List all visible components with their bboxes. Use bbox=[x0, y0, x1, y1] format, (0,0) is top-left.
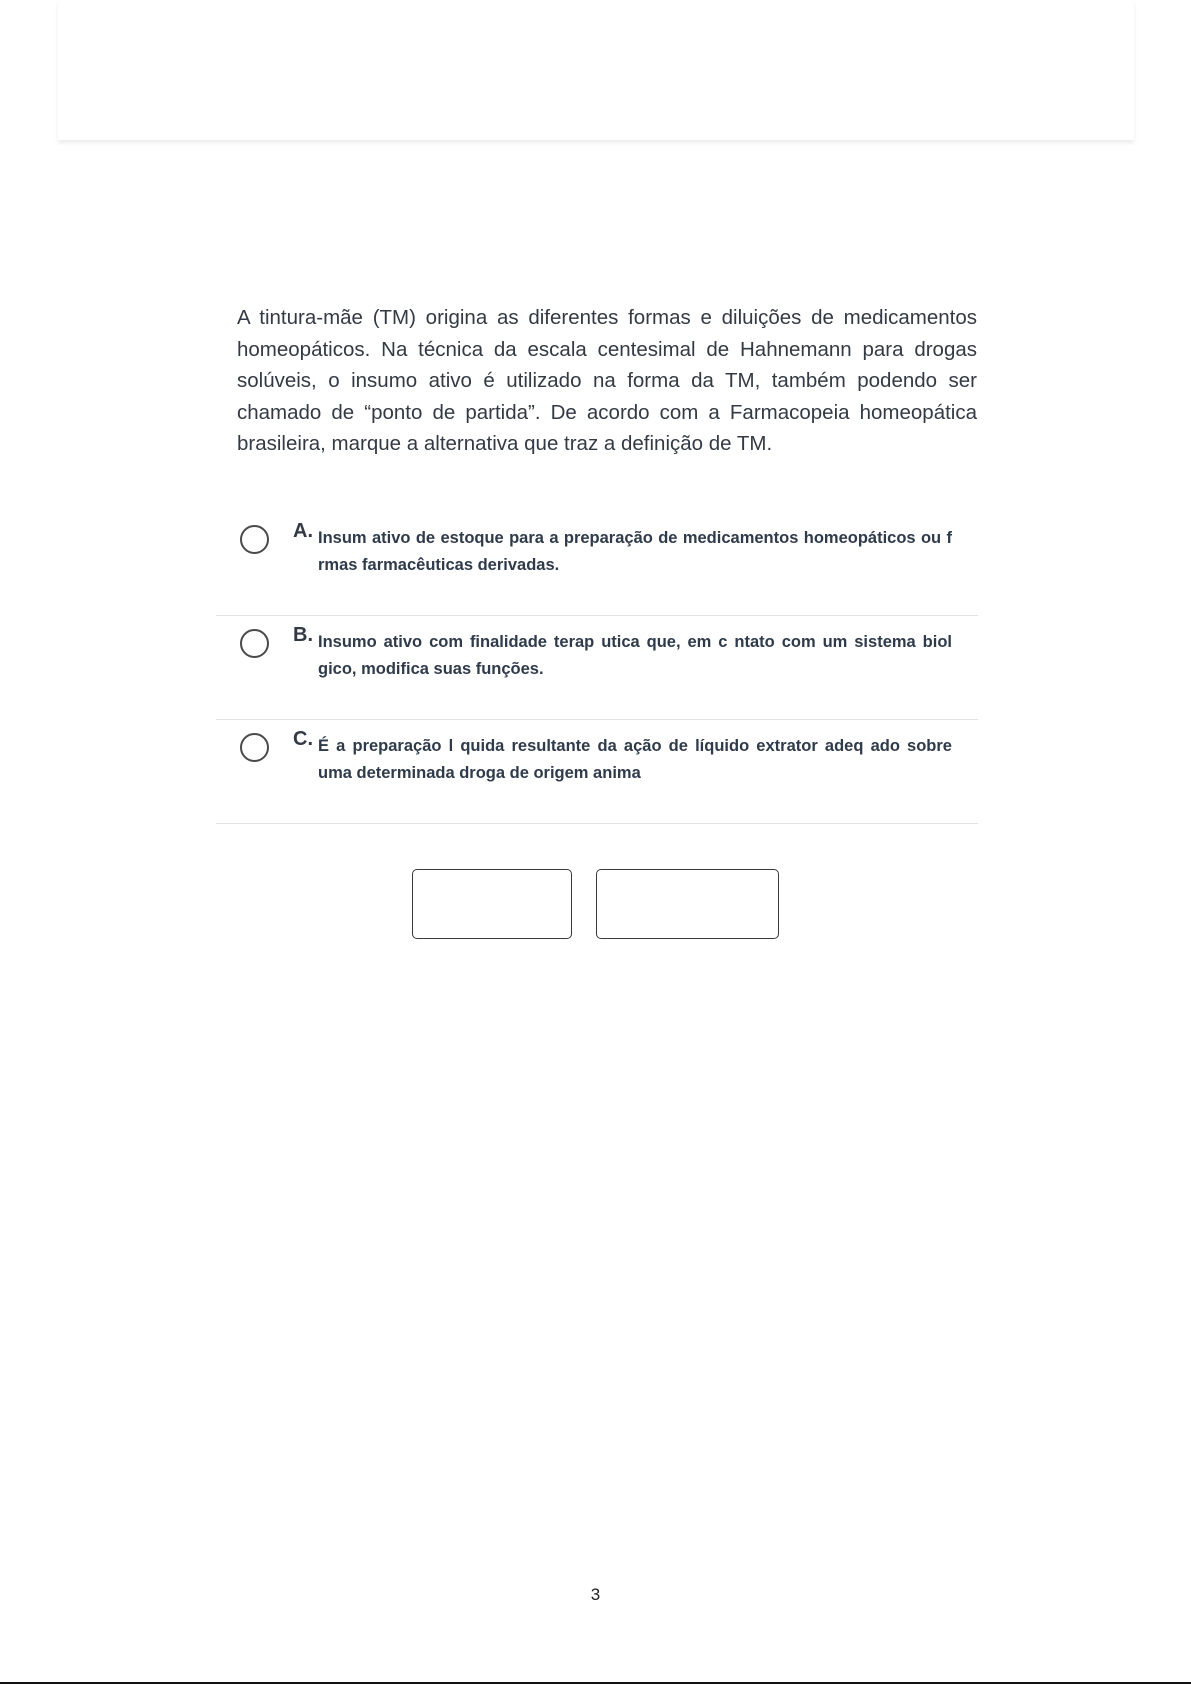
option-text: Insum ativo de estoque para a preparação de medicamentos homeopáticos ou f rmas farmacêuticas derivadas. bbox=[318, 529, 952, 574]
radio-button-icon[interactable] bbox=[240, 629, 269, 658]
option-a[interactable] bbox=[216, 512, 978, 616]
option-text: Insumo ativo com finalidade terap utica que, em c ntato com um sistema biol gico, modifica suas funções. bbox=[318, 633, 952, 678]
option-text: É a preparação l quida resultante da ação de líquido extrator adeq ado sobre uma determinada droga de origem anima bbox=[318, 737, 952, 782]
option-letter: B. bbox=[293, 624, 313, 646]
bottom-divider bbox=[0, 1682, 1191, 1684]
option-c[interactable] bbox=[216, 720, 978, 824]
question-text: A tintura-mãe (TM) origina as diferentes formas e diluições de medicamentos homeopáticos. Na técnica da escala centesimal de Hahnemann para drogas solúveis, o insumo ativo é utilizado na forma da TM, também podendo ser chamado de “ponto de partida”. De acordo com a Farmacopeia homeopática brasileira, marque a alternativa que traz a definição de TM. bbox=[237, 306, 977, 455]
previous-button[interactable] bbox=[412, 869, 572, 939]
options-list bbox=[216, 512, 978, 824]
next-button[interactable] bbox=[596, 869, 779, 939]
option-letter: C. bbox=[293, 728, 313, 750]
radio-button-icon[interactable] bbox=[240, 733, 269, 762]
option-b[interactable] bbox=[216, 616, 978, 720]
option-letter: A. bbox=[293, 520, 313, 542]
header-bar bbox=[58, 0, 1134, 140]
page-number: 3 bbox=[590, 1585, 601, 1604]
radio-button-icon[interactable] bbox=[240, 525, 269, 554]
